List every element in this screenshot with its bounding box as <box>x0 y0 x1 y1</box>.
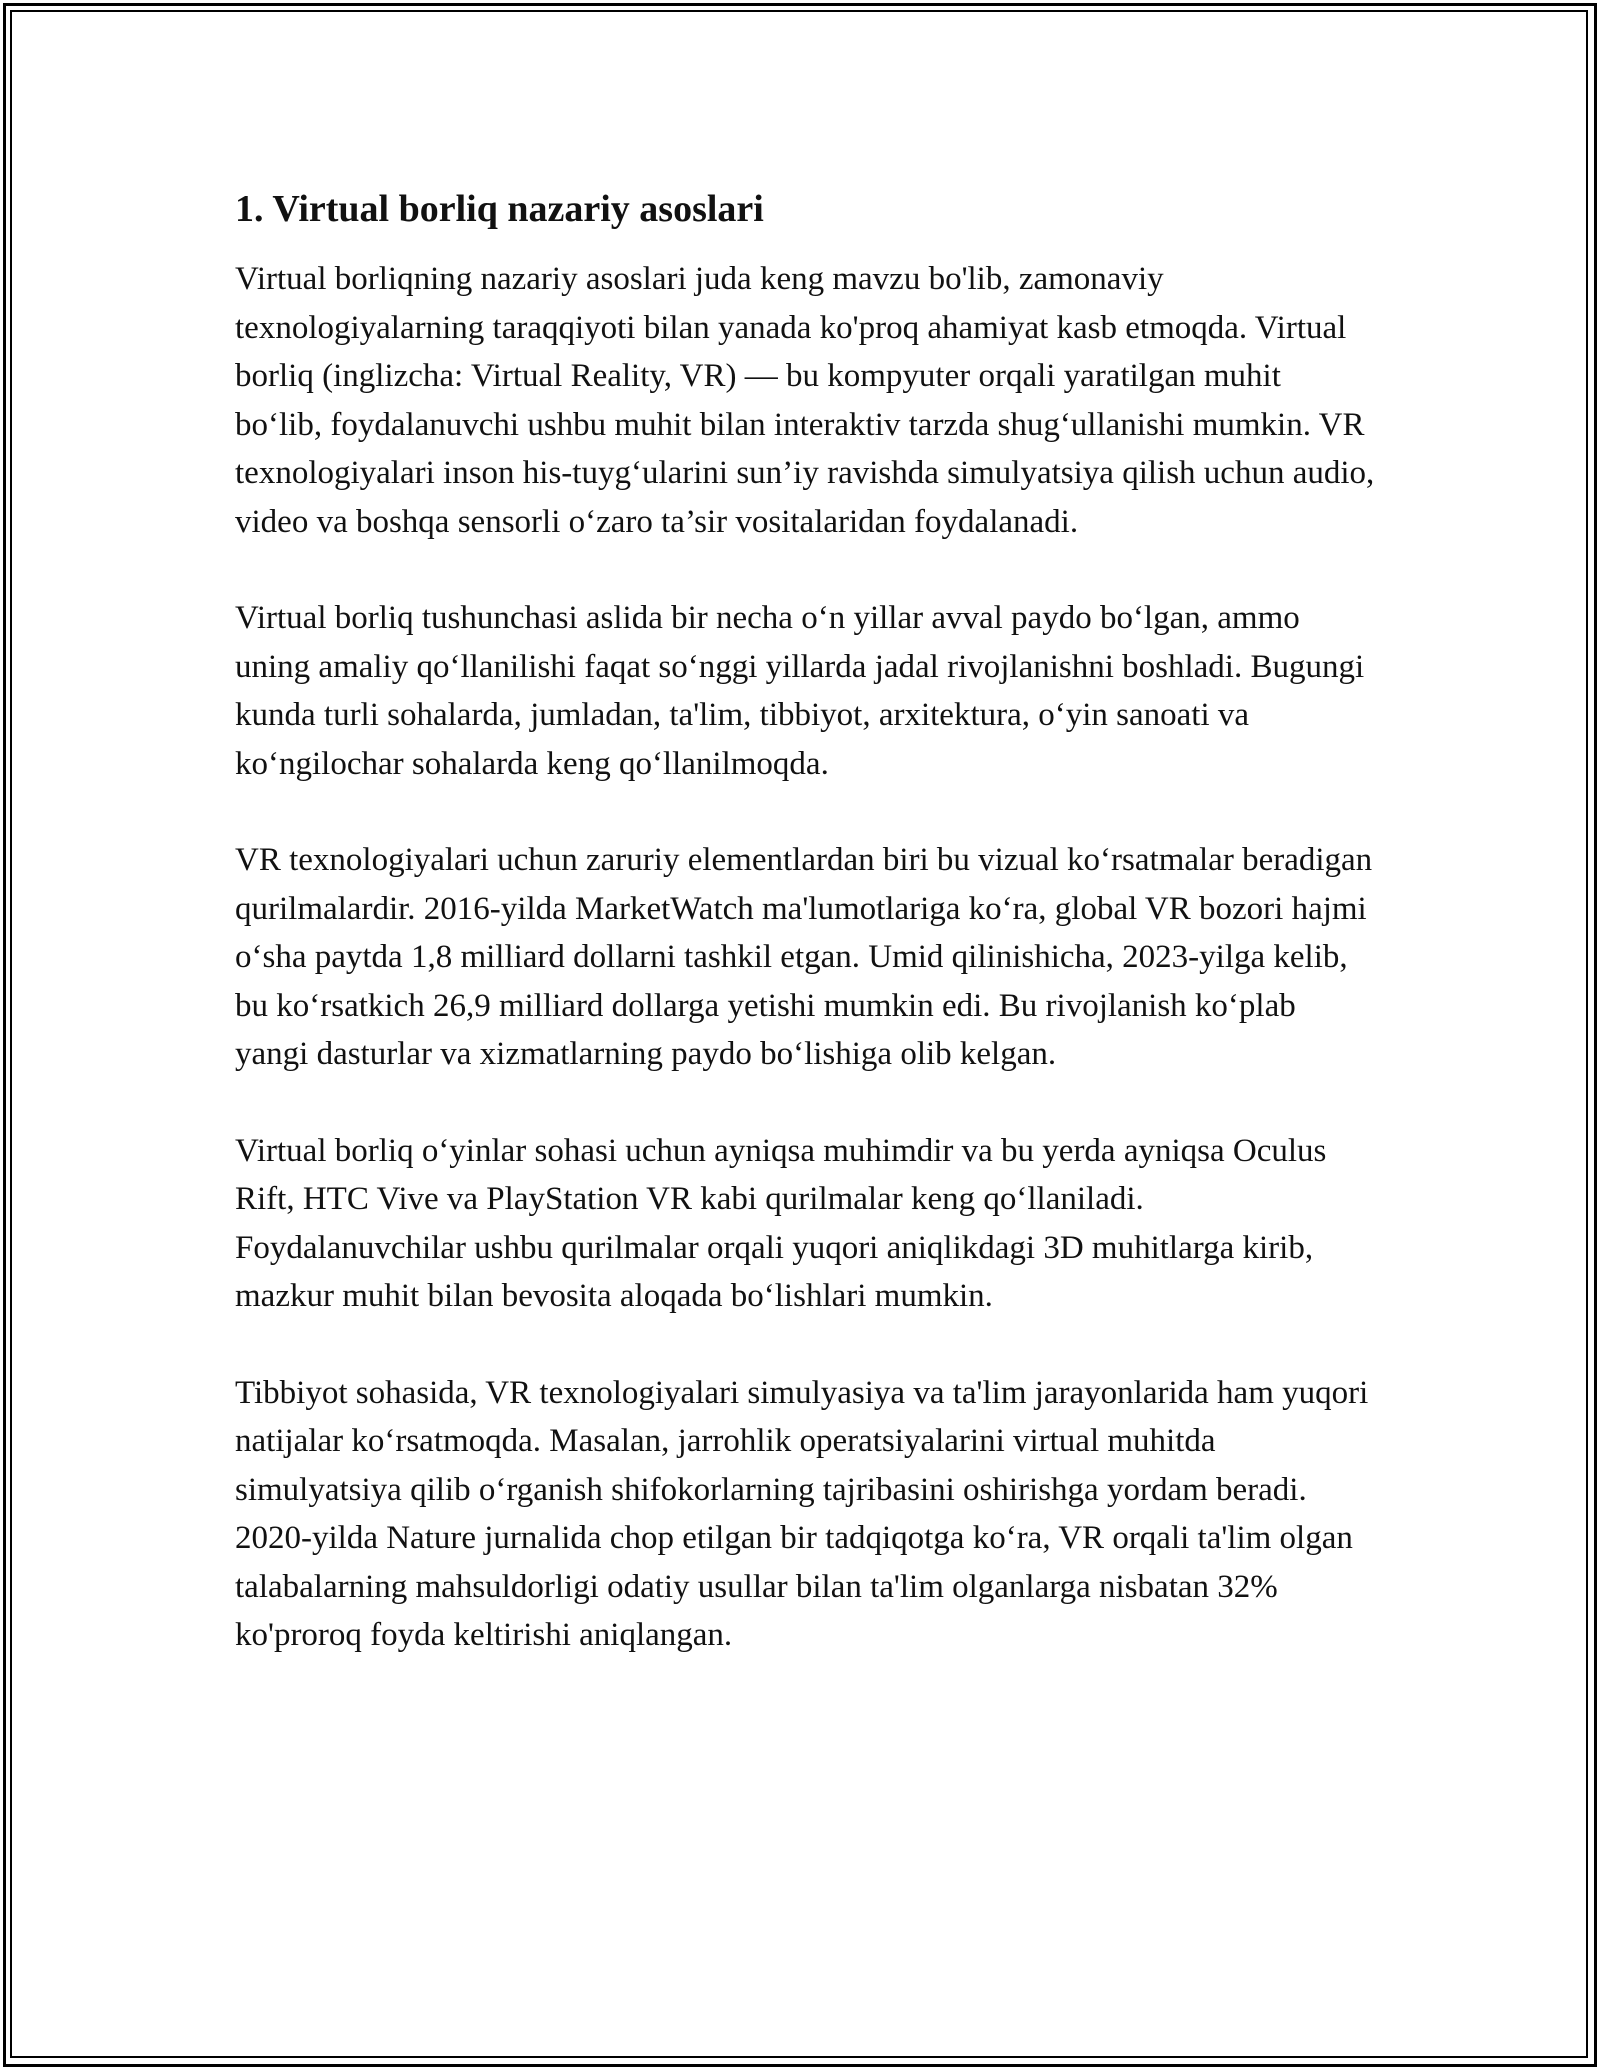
paragraph-5: Tibbiyot sohasida, VR texnologiyalari simulyasiya va ta'lim jarayonlarida ham yuqori natijalar ko‘rsatmoqda. Masalan, jarrohlik operatsiyalarini virtual muhitda simulyatsiya qilib o‘rganish shifokorlarning tajribasini oshirishga yordam beradi. 2020-yilda Nature jurnalida chop etilgan bir tadqiqotga ko‘ra, VR orqali ta'lim olgan talabalarning mahsuldorligi odatiy usullar bilan ta'lim olganlarga nisbatan 32% ko'proroq foyda keltirishi aniqlangan. <box>235 1374 1369 1653</box>
paragraph-4: Virtual borliq o‘yinlar sohasi uchun ayniqsa muhimdir va bu yerda ayniqsa Oculus Rift, HTC Vive va PlayStation VR kabi qurilmalar keng qo‘llaniladi. Foydalanuvchilar ushbu qurilmalar orqali yuqori aniqlikdagi 3D muhitlarga kirib, mazkur muhit bilan bevosita aloqada bo‘lishlari mumkin. <box>235 1132 1327 1314</box>
paragraph-2: Virtual borliq tushunchasi aslida bir necha o‘n yillar avval paydo bo‘lgan, ammo uning amaliy qo‘llanilishi faqat so‘nggi yillarda jadal rivojlanishni boshladi. Bugungi kunda turli sohalarda, jumladan, ta'lim, tibbiyot, arxitektura, o‘yin sanoati va ko‘ngilochar sohalarda keng qo‘llanilmoqda. <box>235 600 1365 782</box>
paragraph-1: Virtual borliqning nazariy asoslari juda keng mavzu bo'lib, zamonaviy texnologiyalarning taraqqiyoti bilan yanada ko'proq ahamiyat kasb etmoqda. Virtual borliq (inglizcha: Virtual Reality, VR) — bu kompyuter orqali yaratilgan muhit bo‘lib, foydalanuvchi ushbu muhit bilan interaktiv tarzda shug‘ullanishi mumkin. VR texnologiyalari inson his-tuyg‘ularini sun’iy ravishda simulyatsiya qilish uchun audio, video va boshqa sensorli o‘zaro ta’sir vositalaridan foydalanadi. <box>235 261 1375 540</box>
paragraph-3: VR texnologiyalari uchun zaruriy elementlardan biri bu vizual ko‘rsatmalar beradigan qurilmalardir. 2016-yilda MarketWatch ma'lumotlariga ko‘ra, global VR bozori hajmi o‘sha paytda 1,8 milliard dollarni tashkil etgan. Umid qilinishicha, 2023-yilga kelib, bu ko‘rsatkich 26,9 milliard dollarga yetishi mumkin edi. Bu rivojlanish ko‘plab yangi dasturlar va xizmatlarning paydo bo‘lishiga olib kelgan. <box>235 842 1373 1072</box>
section-heading: 1. Virtual borliq nazariy asoslari <box>235 188 764 230</box>
document-body <box>235 185 1375 1708</box>
